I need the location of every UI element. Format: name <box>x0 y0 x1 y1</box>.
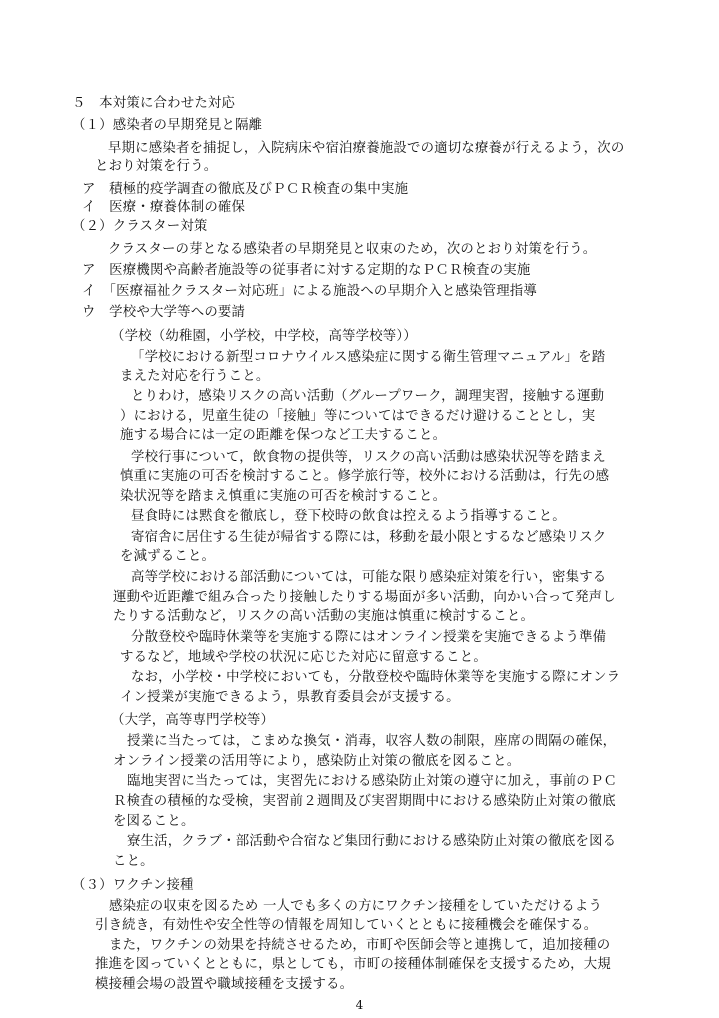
list-item: ア 医療機関や高齢者施設等の従事者に対する定期的なＰＣＲ検査の実施 <box>82 263 531 278</box>
paragraph-line: イン授業が実施できるよう，県教育委員会が支援する。 <box>120 690 460 705</box>
paragraph-line: まえた対応を行うこと。 <box>120 369 270 384</box>
list-item: イ 医療・療養体制の確保 <box>82 200 246 215</box>
page-number: 4 <box>355 998 364 1012</box>
subsection-heading: （１）感染者の早期発見と隔離 <box>72 118 263 133</box>
group-heading: （大学，高等専門学校等） <box>111 713 275 728</box>
paragraph-line: 昼食時には黙食を徹底し，登下校時の飲食は控えるよう指導すること。 <box>131 509 566 524</box>
paragraph-line: を減ずること。 <box>120 549 216 564</box>
paragraph-line: 寄宿舎に居住する生徒が帰省する際には，移動を最小限とするなど感染リスク <box>131 530 607 545</box>
group-heading: （学校（幼稚園，小学校，中学校，高等学校等）） <box>111 329 417 344</box>
paragraph-line: 学校行事について，飲食物の提供等，リスクの高い活動は感染状況等を踏まえ <box>131 450 606 465</box>
paragraph-line: 慎重に実施の可否を検討すること。修学旅行等，校外における活動は，行先の感 <box>120 469 610 484</box>
paragraph-line: 「学校における新型コロナウイルス感染症に関する衛生管理マニュアル」を踏 <box>131 350 606 365</box>
paragraph-line: また，ワクチンの効果を持続させるため，市町や医師会等と連携して，追加接種の <box>109 938 611 953</box>
section-heading: ５ 本対策に合わせた対応 <box>72 96 236 111</box>
paragraph-line: するなど，地域や学校の状況に応じた対応に留意すること。 <box>120 650 487 665</box>
paragraph-line: 運動や近距離で組み合ったり接触したりする場面が多い活動，向かい合って発声し <box>113 590 616 605</box>
list-item: ア 積極的疫学調査の徹底及びＰＣＲ検査の集中実施 <box>82 182 409 197</box>
paragraph-line: 染状況等を踏まえ慎重に実施の可否を検討すること。 <box>120 489 447 504</box>
paragraph-line: 引き続き，有効性や安全性等の情報を周知していくとともに接種機会を確保する。 <box>95 918 598 933</box>
paragraph-line: 施する場合には一定の距離を保つなど工夫すること。 <box>120 428 447 443</box>
paragraph-line: 分散登校や臨時休業等を実施する際にはオンライン授業を実施できるよう準備 <box>131 630 607 645</box>
paragraph-line: 高等学校における部活動については，可能な限り感染症対策を行い，密集する <box>131 570 607 585</box>
paragraph-line: ）における，児童生徒の「接触」等についてはできるだけ避けることとし，実 <box>120 409 596 424</box>
paragraph-line: 推進を図っていくとともに，県としても，市町の接種体制確保を支援するため，大規 <box>95 957 611 972</box>
paragraph-line: こと。 <box>113 854 154 869</box>
paragraph-line: 模接種会場の設置や職域接種を支援する。 <box>95 977 354 992</box>
paragraph-line: オンライン授業の活用等により，感染防止対策の徹底を図ること。 <box>113 754 521 769</box>
paragraph-line: とおり対策を行う。 <box>95 159 218 174</box>
subsection-heading: （３）ワクチン接種 <box>72 878 194 893</box>
paragraph-line: たりする活動など，リスクの高い活動の実施は慎重に検討すること。 <box>113 609 535 624</box>
paragraph-line: 授業に当たっては，こまめな換気・消毒，収容人数の制限，座席の間隔の確保， <box>127 734 617 749</box>
paragraph-line: クラスターの芽となる感染者の早期発見と収束のため，次のとおり対策を行う。 <box>108 242 597 257</box>
list-item: ウ 学校や大学等への要請 <box>82 305 246 320</box>
paragraph-line: とりわけ，感染リスクの高い活動（グループワーク，調理実習，接触する運動 <box>131 389 605 404</box>
paragraph-line: 感染症の収束を図るため 一人でも多くの方にワクチン接種をしていただけるよう <box>109 899 603 914</box>
paragraph-line: を図ること。 <box>113 814 195 829</box>
paragraph-line: 寮生活，クラブ・部活動や合宿など集団行動における感染防止対策の徹底を図る <box>127 834 617 849</box>
subsection-heading: （２）クラスター対策 <box>72 219 208 234</box>
list-item: イ 「医療福祉クラスター対応班」による施設への早期介入と感染管理指導 <box>82 284 537 299</box>
paragraph-line: Ｒ検査の積極的な受検，実習前２週間及び実習期間中における感染防止対策の徹底 <box>113 794 616 809</box>
paragraph-line: 早期に感染者を捕捉し，入院病床や宿泊療養施設での適切な療養が行えるよう，次の <box>108 141 625 156</box>
paragraph-line: 臨地実習に当たっては，実習先における感染防止対策の遵守に加え，事前のＰＣ <box>127 774 618 789</box>
paragraph-line: なお，小学校・中学校においても，分散登校や臨時休業等を実施する際にオンラ <box>131 670 621 685</box>
